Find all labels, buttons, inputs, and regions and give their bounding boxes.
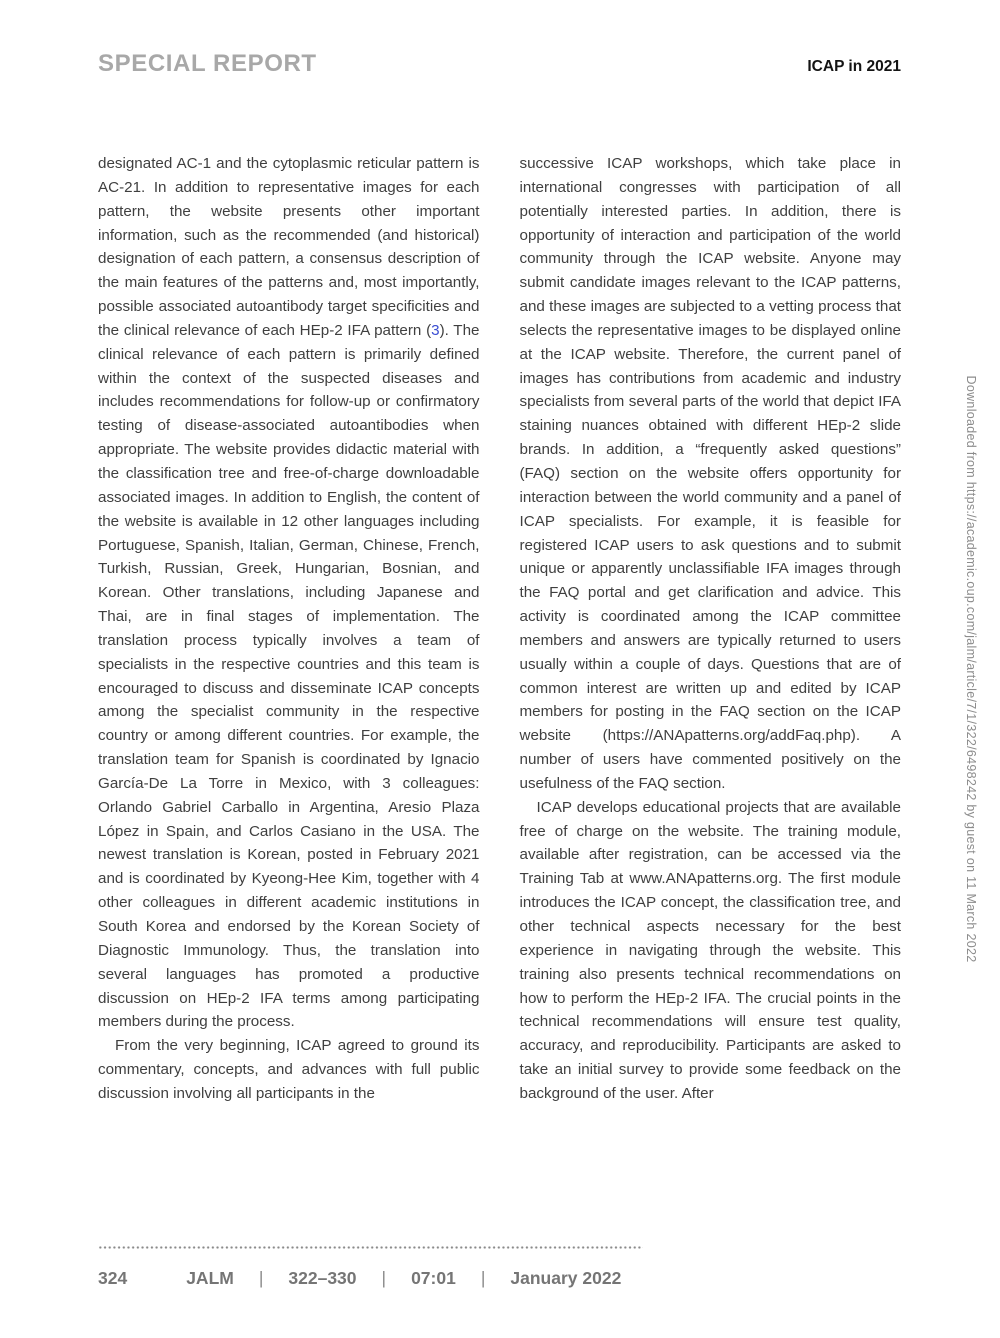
section-label: SPECIAL REPORT bbox=[98, 50, 317, 77]
footer-journal-name: JALM bbox=[186, 1268, 234, 1288]
paragraph-text: ). The clinical relevance of each pattern is primarily defined within the context of the suspected diseases and includes recommendations for follow-up or confirmatory testing of disease-associated autoantibodies when appropriate. The website provides didactic material with the classification tree and free-of-charge downloadable associated images. In addition to English, the content of the website is available in 12 other languages including Portuguese, Spanish, Italian, German, Chinese, French, Turkish, Russian, Greek, Hungarian, Bosnian, and Korean. Other translations, including Japanese and Thai, are in final stages of implementation. The translation process typically involves a team of specialists in the respective countries and this team is encouraged to discuss and disseminate ICAP concepts among the specialist community in the respective country or among different countries. For example, the translation team for Spanish is coordinated by Ignacio García-De La Torre in Mexico, with 3 colleagues: Orlando Gabriel Carballo in Argentina, Aresio Plaza López in Spain, and Carlos Casiano in the USA. The newest translation is Korean, posted in February 2021 and is coordinated by Kyeong-Hee Kim, together with 4 other colleagues in different academic institutions in South Korea and endorsed by the Korean Society of Diagnostic Immunology. Thus, the translation into several languages has promoted a productive discussion on HEp-2 IFA terms among participating members during the process. bbox=[98, 321, 480, 1031]
paragraph-text: designated AC-1 and the cytoplasmic reticular pattern is AC-21. In addition to representative images for each pattern, the website presents other important information, such as the recommended (and historical) designation of each pattern, a consensus description of the main features of the patterns and, most importantly, possible associated autoantibody target specificities and the clinical relevance of each HEp-2 IFA pattern ( bbox=[98, 155, 480, 339]
paragraph: ICAP develops educational projects that are available free of charge on the website. The training module, available after registration, can be accessed via the Training Tab at www.ANApatterns.org. The first module introduces the ICAP concept, the classification tree, and other technical aspects necessary for the best experience in navigating through the website. This training also presents technical recommendations on how to perform the HEp-2 IFA. The crucial points in the technical recommendations will ensure test quality, accuracy, and reproducibility. Participants are asked to take an initial survey to provide some feedback on the background of the user. After bbox=[519, 798, 901, 1102]
footer-separator: | bbox=[480, 1268, 486, 1288]
paragraph: successive ICAP workshops, which take place in international congresses with participation of all potentially interested parties. In addition, there is opportunity of interaction and participation of the world community through the ICAP website. Anyone may submit candidate images relevant to the ICAP patterns, and these images are subjected to a vetting process that selects the representative images to be displayed online at the ICAP website. Therefore, the current panel of images has contributions from academic and industry specialists from several parts of the world that depict IFA staining nuances obtained with different HEp-2 slide brands. In addition, a “frequently asked questions” (FAQ) section on the website offers opportunity for interaction between the world community and a panel of ICAP specialists. For example, it is feasible for registered ICAP users to ask questions and to submit unique or apparently unclassifiable IFA images through the FAQ portal and get clarification and advice. This activity is coordinated among the ICAP committee members and answers are typically returned to users usually within a couple of days. Questions that are of common interest are written up and edited by ICAP members for posting in the FAQ section on the ICAP website (https://ANApatterns.org/addFaq.php). A number of users have commented positively on the usefulness of the FAQ section. bbox=[519, 155, 901, 792]
footer-dotted-rule bbox=[98, 1246, 643, 1249]
reference-link-3[interactable]: 3 bbox=[431, 321, 440, 339]
running-title: ICAP in 2021 bbox=[807, 58, 901, 75]
footer-issue: 07:01 bbox=[411, 1268, 456, 1288]
footer-page-number: 324 bbox=[98, 1268, 128, 1288]
column-left bbox=[98, 152, 480, 1197]
footer-date: January 2022 bbox=[510, 1268, 622, 1288]
page-header bbox=[98, 50, 901, 78]
footer-page-range: 322–330 bbox=[288, 1268, 357, 1288]
column-right bbox=[520, 152, 902, 1197]
footer-separator: | bbox=[381, 1268, 387, 1288]
footer-separator: | bbox=[258, 1268, 264, 1288]
article-body bbox=[98, 152, 901, 1197]
paragraph: From the very beginning, ICAP agreed to ground its commentary, concepts, and advances with full public discussion involving all participants in the bbox=[98, 1037, 480, 1102]
page-footer bbox=[98, 1268, 621, 1289]
download-watermark: Downloaded from https://academic.oup.com/jalm/article/7/1/322/6498242 by guest on 11 March 2022 bbox=[964, 375, 978, 963]
paragraph bbox=[98, 152, 480, 1034]
